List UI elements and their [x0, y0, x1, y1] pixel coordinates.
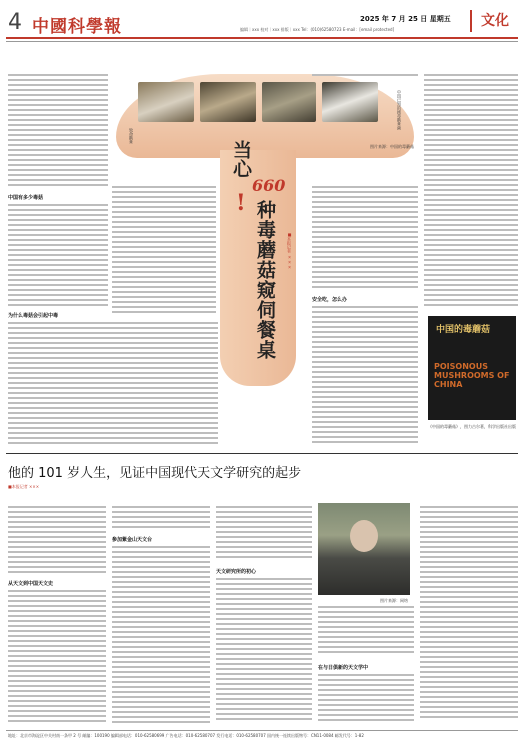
- subhead: 为什么毒菇会引起中毒: [8, 313, 59, 319]
- article2-column-1b: [8, 590, 106, 724]
- book-caption: 《中国的毒蘑菇》，图力古尔著，科学出版社出版: [428, 424, 516, 429]
- subhead: 参加紫金山天文台: [112, 537, 153, 543]
- section-label: 文化: [470, 10, 518, 32]
- photo-caption: 图片来源：中国的毒蘑菇: [370, 144, 414, 149]
- footer-rule: [6, 730, 518, 731]
- editor-meta: 编辑｜xxx 校对｜xxx 排版｜xxx Tel：(010)62580723 E-mail：[email protected]: [240, 27, 395, 32]
- article2-column-2: [112, 506, 210, 530]
- header-rule-thin: [6, 41, 518, 42]
- article-divider: [6, 453, 518, 454]
- page-number: 4: [8, 10, 22, 35]
- article-byline: ■本报记者 ×××: [8, 484, 40, 489]
- mushroom-photo: [138, 82, 194, 122]
- book-title: 中国的毒蘑菇: [436, 325, 491, 335]
- text-column-4: [424, 74, 518, 310]
- text-column-3: [312, 186, 418, 290]
- subhead: 天文研究所的初心: [216, 569, 257, 575]
- article2-column-3: [216, 506, 312, 562]
- mushroom-photo: [200, 82, 256, 122]
- article-headline: 他的 101 岁人生，见证中国现代天文学研究的起步: [8, 466, 302, 481]
- text-column-1c: [8, 322, 218, 446]
- text-column-2: [112, 186, 216, 318]
- subhead: 中国有多少毒菇: [8, 195, 44, 201]
- article2-column-4b: [318, 674, 414, 724]
- text-column-0: [312, 74, 418, 80]
- book-english-title: POISONOUS MUSHROOMS OF CHINA: [434, 362, 510, 389]
- newspaper-logo: 中國科學報: [32, 17, 122, 37]
- feature-author: ■本报记者 ×××: [287, 232, 292, 270]
- portrait-caption: 图片来源：网络: [380, 598, 408, 603]
- subhead: 安全吃，怎么办: [312, 297, 348, 303]
- article2-column-3b: [216, 578, 312, 724]
- article2-column-2b: [112, 546, 210, 724]
- text-column-1: [8, 74, 108, 190]
- date-line: 2025 年 7 月 25 日 星期五: [360, 15, 451, 23]
- mushroom-photo: [262, 82, 316, 122]
- article2-column-4: [318, 606, 414, 658]
- feature-title-number: 660: [252, 176, 286, 195]
- left-caption: 致命鹅膏: [129, 128, 134, 144]
- feature-title-lead: 当心: [230, 140, 252, 178]
- article2-column-5: [420, 506, 518, 724]
- article2-column-1: [8, 506, 106, 574]
- right-caption: 中国已知的剧毒鹅膏菌: [397, 90, 402, 130]
- feature-title-exclamation: !: [236, 190, 246, 216]
- feature-title: 种毒蘑菇窥伺餐桌: [254, 200, 276, 360]
- footer-info: 地址：北京市海淀区中关村南一条甲 2 号 邮编：100190 编辑部电话：010-62580699 广告电话：010-62580707 发行电话：010-62580707 国内统一连续出版物号：CN11-0084 邮发代号：1-82: [8, 733, 364, 738]
- mushroom-photo: [322, 82, 378, 122]
- text-column-1b: [8, 204, 108, 308]
- subhead: 在与日俱新的天文学中: [318, 665, 369, 671]
- subhead: 从天文到中国天文史: [8, 581, 54, 587]
- header-rule: [6, 37, 518, 39]
- portrait-face: [350, 520, 378, 552]
- text-column-3b: [312, 306, 418, 446]
